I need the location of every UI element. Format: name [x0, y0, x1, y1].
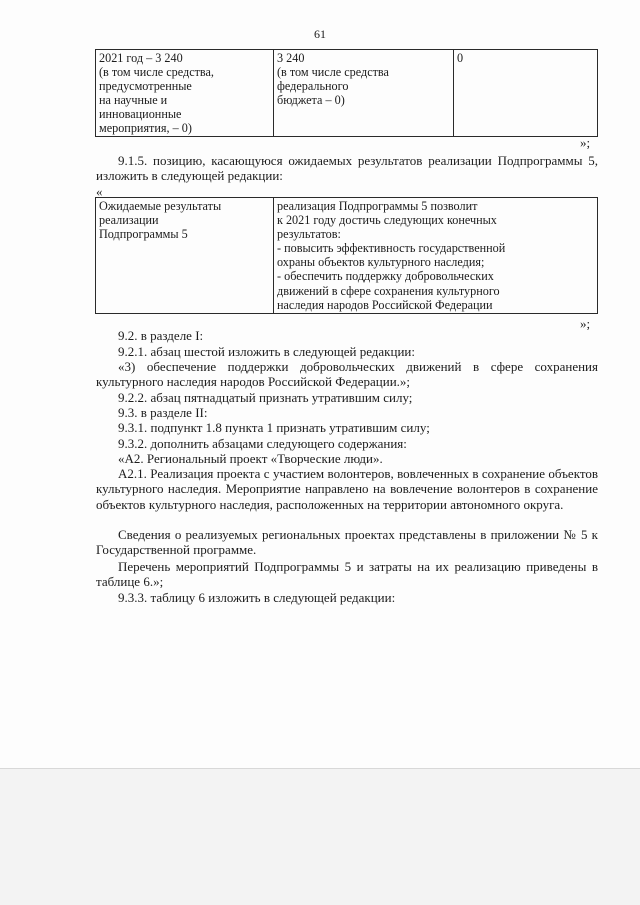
table-row: [96, 50, 598, 137]
paragraph: 9.2.2. абзац пятнадцатый признать утратившим силу;: [118, 390, 413, 405]
closing-quote: »;: [580, 135, 591, 150]
cell-line: инновационные: [99, 107, 182, 122]
paragraph-9-1-5: 9.1.5. позицию, касающуюся ожидаемых результатов реализации Подпрограммы 5, изложить в следующей редакции:: [96, 153, 598, 184]
cell-line: реализация Подпрограммы 5 позволит: [277, 199, 478, 213]
paragraph: А2.1. Реализация проекта с участием волонтеров, вовлеченных в сохранение объектов культурного наследия. Мероприятие направлено на вовлечение волонтеров в сохранение объектов культурного наследия, расположенных на территории автономного округа.: [96, 466, 598, 512]
funding-table: [95, 49, 598, 137]
cell-line: наследия народов Российской Федерации: [277, 297, 493, 312]
paragraph: 9.3.3. таблицу 6 изложить в следующей редакции:: [118, 590, 396, 605]
paragraph: «А2. Региональный проект «Творческие люди».: [118, 451, 383, 466]
cell-line: реализации: [99, 213, 159, 228]
cell-line: к 2021 году достичь следующих конечных: [277, 213, 497, 228]
table-cell-label: [96, 198, 274, 314]
table-cell-results: [274, 198, 598, 314]
cell-line: Ожидаемые результаты: [99, 199, 222, 213]
paragraph: 9.3. в разделе II:: [118, 405, 208, 420]
results-table: [95, 197, 598, 314]
cell-line: - обеспечить поддержку добровольческих: [277, 269, 494, 284]
table-row: [96, 198, 598, 314]
paragraph: 9.3.2. дополнить абзацами следующего содержания:: [118, 436, 407, 451]
paragraph: 9.3.1. подпункт 1.8 пункта 1 признать утратившим силу;: [118, 420, 430, 435]
cell-line: 2021 год – 3 240: [99, 51, 183, 65]
cell-line: на научные и: [99, 93, 168, 108]
table-cell-federal: [274, 50, 454, 137]
cell-line: (в том числе средства: [277, 65, 389, 80]
cell-line: движений в сфере сохранения культурного: [277, 283, 500, 298]
cell-line: бюджета – 0): [277, 93, 345, 108]
opening-quote: «: [96, 184, 103, 199]
cell-line: результатов:: [277, 227, 341, 242]
paragraph: «3) обеспечение поддержки добровольческих движений в сфере сохранения культурного наследия народов Российской Федерации.»;: [96, 359, 598, 390]
cell-line: федерального: [277, 79, 349, 94]
table-cell-year: [96, 50, 274, 137]
cell-line: предусмотренные: [99, 79, 192, 94]
cell-line: 0: [457, 51, 464, 65]
cell-line: (в том числе средства,: [99, 65, 214, 80]
cell-line: Подпрограммы 5: [99, 227, 188, 242]
cell-line: мероприятия, – 0): [99, 121, 192, 136]
cell-line: - повысить эффективность государственной: [277, 241, 506, 256]
table-cell-other: [454, 50, 598, 137]
cell-line: 3 240: [277, 51, 305, 65]
page-number: 61: [314, 27, 326, 41]
paragraph: Перечень мероприятий Подпрограммы 5 и затраты на их реализацию приведены в таблице 6.»;: [96, 559, 598, 590]
paragraph: Сведения о реализуемых региональных проектах представлены в приложении № 5 к Государственной программе.: [96, 527, 598, 558]
cell-line: охраны объектов культурного наследия;: [277, 255, 485, 270]
paragraph: 9.2.1. абзац шестой изложить в следующей редакции:: [118, 344, 415, 359]
closing-quote: »;: [580, 316, 591, 331]
paragraph: 9.2. в разделе I:: [118, 328, 204, 343]
